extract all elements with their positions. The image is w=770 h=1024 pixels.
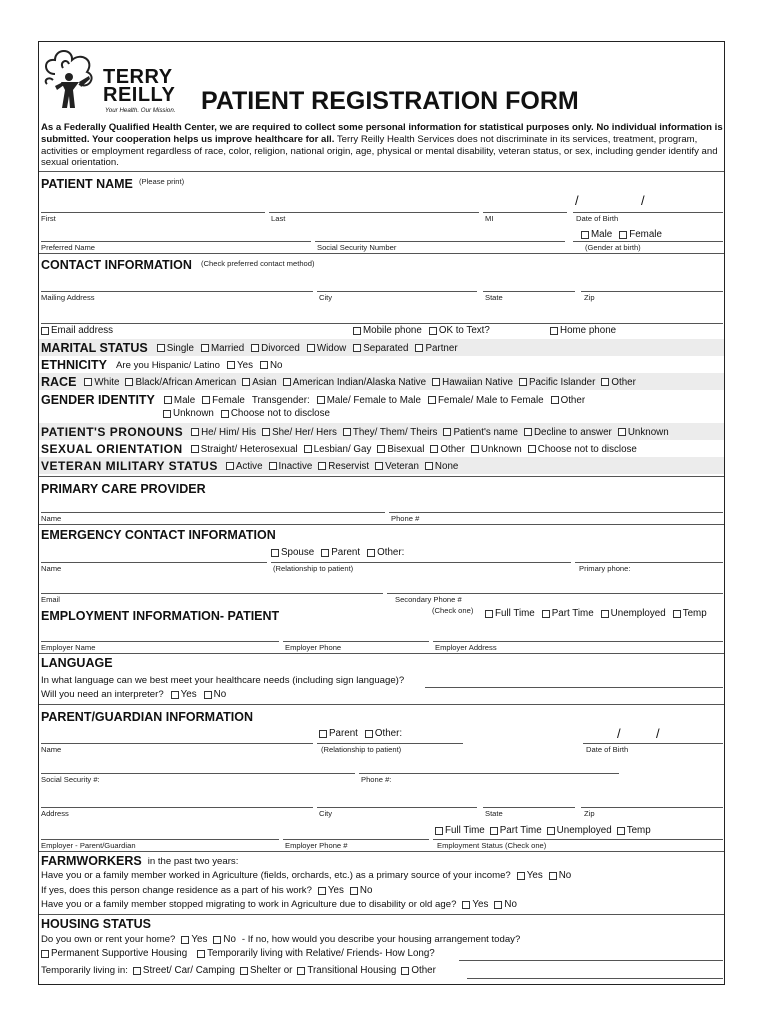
race-other[interactable]: Other [601, 377, 636, 388]
orientation-unknown[interactable]: Unknown [471, 444, 522, 455]
pronoun-name[interactable]: Patient's name [443, 427, 518, 438]
guardian-ssn-caption: Social Security #: [41, 775, 100, 784]
farm-q2-no[interactable]: No [350, 885, 373, 896]
orientation-bisexual[interactable]: Bisexual [377, 444, 424, 455]
form-title: PATIENT REGISTRATION FORM [201, 87, 579, 115]
logo-reilly: REILLY [103, 84, 176, 106]
guardian-unemployed[interactable]: Unemployed [547, 825, 612, 836]
pcp-name-field[interactable] [41, 512, 385, 513]
male-at-birth-checkbox[interactable]: Male [581, 229, 612, 240]
guardian-address-field[interactable] [41, 807, 313, 808]
farmworkers-heading: FARMWORKERS [41, 854, 142, 868]
emergency-other[interactable]: Other: [367, 547, 404, 558]
guardian-full-time[interactable]: Full Time [435, 825, 485, 836]
contact-heading: CONTACT INFORMATION [41, 258, 192, 272]
veteran-inactive[interactable]: Inactive [269, 461, 313, 472]
zip-caption: Zip [584, 293, 595, 302]
veteran-row: VETERAN MILITARY STATUS Active Inactive Reservist Veteran None [41, 459, 459, 473]
pronoun-they[interactable]: They/ Them/ Theirs [343, 427, 438, 438]
orientation-not-disclose[interactable]: Choose not to disclose [528, 444, 637, 455]
veteran-veteran[interactable]: Veteran [375, 461, 419, 472]
gender-female[interactable]: Female [202, 395, 245, 406]
mobile-contact-checkbox[interactable]: Mobile phone [353, 325, 422, 336]
employment-part-time[interactable]: Part Time [542, 608, 594, 619]
orientation-straight[interactable]: Straight/ Heterosexual [191, 444, 298, 455]
marital-widow[interactable]: Widow [307, 343, 346, 354]
marital-single[interactable]: Single [157, 343, 194, 354]
emergency-name-field[interactable] [41, 562, 267, 563]
marital-separated[interactable]: Separated [353, 343, 408, 354]
pronouns-row: PATIENT'S PRONOUNS He/ Him/ His She/ Her/ Hers They/ Them/ Theirs Patient's name Decline to answer Unknown [41, 425, 669, 439]
hispanic-no[interactable]: No [260, 360, 283, 371]
housing-other-field[interactable] [467, 978, 723, 979]
emergency-email-field[interactable] [41, 593, 383, 594]
patient-name-note: (Please print) [139, 177, 185, 186]
guardian-phone-field[interactable] [359, 773, 619, 774]
emergency-email-caption: Email [41, 595, 60, 604]
farm-q1: Have you or a family member worked in Agriculture (fields, orchards, etc.) as a primary source of your income? [41, 870, 511, 881]
race-american-indian[interactable]: American Indian/Alaska Native [283, 377, 426, 388]
female-at-birth-checkbox[interactable]: Female [619, 229, 662, 240]
race-black[interactable]: Black/African American [125, 377, 236, 388]
pcp-phone-caption: Phone # [391, 514, 420, 523]
employment-heading: EMPLOYMENT INFORMATION- PATIENT [41, 609, 280, 623]
guardian-relationship-caption: (Relationship to patient) [321, 745, 402, 754]
guardian-part-time[interactable]: Part Time [490, 825, 542, 836]
guardian-state-caption: State [485, 809, 503, 818]
pronoun-decline[interactable]: Decline to answer [524, 427, 612, 438]
emergency-primary-caption: Primary phone: [579, 564, 631, 573]
guardian-other[interactable]: Other: [365, 728, 402, 739]
employer-address-field[interactable] [433, 641, 723, 642]
emergency-heading: EMERGENCY CONTACT INFORMATION [41, 528, 276, 542]
tree-logo-icon [41, 46, 103, 114]
housing-temp-in: Temporarily living in: [41, 965, 128, 976]
gender-trans-female[interactable]: Female/ Male to Female [428, 395, 544, 406]
guardian-relationship-field[interactable] [317, 743, 463, 744]
city-caption: City [319, 293, 333, 302]
guardian-emp-status-caption: Employment Status (Check one) [437, 841, 547, 850]
housing-transitional[interactable]: Transitional Housing [297, 965, 396, 976]
guardian-employer-field[interactable] [41, 839, 279, 840]
farmworkers-sub: in the past two years: [147, 855, 239, 867]
gender-not-disclose[interactable]: Choose not to disclose [221, 408, 330, 419]
farm-q3-no[interactable]: No [494, 899, 517, 910]
guardian-heading: PARENT/GUARDIAN INFORMATION [41, 710, 254, 724]
intro-bold: As a Federally Qualified Health Center, we are required to collect some personal information for statistical purposes only. No individual information is submitted. Your cooperation helps us improve healthcare for all. [41, 122, 723, 145]
emergency-relationship-field[interactable] [271, 562, 571, 563]
mailing-address-field[interactable] [41, 291, 313, 292]
interpreter-no[interactable]: No [204, 689, 227, 700]
hispanic-yes[interactable]: Yes [227, 360, 253, 371]
gender-trans-male[interactable]: Male/ Female to Male [317, 395, 421, 406]
race-asian[interactable]: Asian [242, 377, 277, 388]
housing-q1b: - If no, how would you describe your housing arrangement today? [241, 934, 521, 945]
email-contact-checkbox[interactable]: Email address [41, 325, 113, 336]
guardian-name-field[interactable] [41, 743, 313, 744]
marital-married[interactable]: Married [201, 343, 244, 354]
ethnicity-row: ETHNICITY Are you Hispanic/ Latino Yes No [41, 358, 283, 372]
farm-q1-yes[interactable]: Yes [517, 870, 543, 881]
dob-field[interactable] [573, 212, 723, 213]
city-field[interactable] [317, 291, 477, 292]
farm-q2-yes[interactable]: Yes [318, 885, 344, 896]
guardian-city-caption: City [319, 809, 333, 818]
employment-check-one: (Check one) [432, 606, 474, 615]
housing-heading: HOUSING STATUS [41, 917, 151, 931]
language-heading: LANGUAGE [41, 656, 113, 670]
race-pacific-islander[interactable]: Pacific Islander [519, 377, 595, 388]
language-q2: Will you need an interpreter? [41, 689, 164, 700]
veteran-reservist[interactable]: Reservist [318, 461, 369, 472]
housing-street[interactable]: Street/ Car/ Camping [133, 965, 235, 976]
mailing-caption: Mailing Address [41, 293, 95, 302]
intro-normal: Terry Reilly Health Services does not discriminate in its services, treatment, program, activities or employment regardless of race, color, religion, national origin, age, physical or mental disability, veteran status, or sex, including gender identify and sexual orientation. [41, 133, 718, 169]
race-hawaiian[interactable]: Hawaiian Native [432, 377, 513, 388]
gender-unknown[interactable]: Unknown [163, 408, 214, 419]
pronoun-unknown[interactable]: Unknown [618, 427, 669, 438]
guardian-dob-field[interactable] [583, 743, 723, 744]
pcp-phone-field[interactable] [389, 512, 723, 513]
housing-how-long-field[interactable] [459, 960, 723, 961]
mi-field[interactable] [483, 212, 567, 213]
guardian-dob-caption: Date of Birth [586, 745, 629, 754]
last-name-field[interactable] [269, 212, 479, 213]
gender-male[interactable]: Male [164, 395, 195, 406]
state-caption: State [485, 293, 503, 302]
logo-tagline: Your Health. Our Mission. [105, 107, 176, 114]
emergency-spouse[interactable]: Spouse [271, 547, 314, 558]
primary-care-heading: PRIMARY CARE PROVIDER [41, 482, 206, 496]
housing-temp-relative[interactable]: Temporarily living with Relative/ Friends- How Long? [197, 948, 435, 959]
emergency-parent[interactable]: Parent [321, 547, 360, 558]
farm-q3: Have you or a family member stopped migrating to work in Agriculture due to disability or old age? [41, 899, 457, 910]
guardian-phone-caption: Phone #: [361, 775, 392, 784]
language-field[interactable] [425, 687, 723, 688]
housing-other[interactable]: Other [401, 965, 436, 976]
first-name-field[interactable] [41, 212, 265, 213]
logo-terry: TERRY [103, 66, 173, 88]
patient-name-heading: PATIENT NAME [41, 177, 133, 191]
farm-q1-no[interactable]: No [549, 870, 572, 881]
marital-row: MARITAL STATUS Single Married Divorced Widow Separated Partner [41, 341, 458, 355]
employment-full-time[interactable]: Full Time [485, 608, 535, 619]
veteran-active[interactable]: Active [226, 461, 263, 472]
guardian-ssn-field[interactable] [41, 773, 355, 774]
guardian-employer-phone-caption: Employer Phone # [285, 841, 348, 850]
state-field[interactable] [483, 291, 575, 292]
race-row: RACE White Black/African American Asian American Indian/Alaska Native Hawaiian Native Pacific Islander Other [41, 375, 636, 389]
gender-birth-caption: (Gender at birth) [585, 243, 641, 252]
home-contact-checkbox[interactable]: Home phone [550, 325, 616, 336]
employment-temp[interactable]: Temp [673, 608, 707, 619]
employer-name-caption: Employer Name [41, 643, 96, 652]
interpreter-yes[interactable]: Yes [171, 689, 197, 700]
emergency-primary-phone-field[interactable] [575, 562, 723, 563]
emergency-name-caption: Name [41, 564, 62, 573]
contact-note: (Check preferred contact method) [201, 259, 315, 268]
emergency-relationship-caption: (Relationship to patient) [273, 564, 354, 573]
gender-identity-row: GENDER IDENTITY Male Female Transgender: Male/ Female to Male Female/ Male to Female Other [41, 393, 586, 407]
ok-to-text-checkbox[interactable]: OK to Text? [429, 325, 490, 336]
emergency-secondary-phone-field[interactable] [387, 593, 723, 594]
ssn-field[interactable] [315, 241, 565, 242]
registration-form: TERRY REILLY Your Health. Our Mission. PATIENT REGISTRATION FORM As a Federally Qualified Health Center, we are required to collect some personal information for statistical purposes only. No individual information is submitted. Your cooperation helps us improve healthcare for all. Terry Reilly Health Services does not discriminate in its services, treatment, program, activities or employment regardless of race, color, religion, national origin, age, physical or mental disability, veteran status, or sex, including gender identify and sexual orientation. PATIENT NAME (Please print) / / First Last MI Date of Birth Male Female Preferred Name Social Security Number (Gender at birth) CONTACT INFORMATION (Check preferred contact method) Mailing Address City State Zip Email address Mobile phone OK to Text? Home phone MARITAL STATUS Single Married Divorced Widow Separated Partner ETHNICITY Are you Hispanic/ Latino Yes No RACE White Black/African American Asian American Indian/Alaska Native Hawaiian Native Pacific Islander Other GENDER IDENTITY Male Female Transgender: Male/ Female to Male Female/ Male to Female Other Unknown Choose not to disclose PATIENT'S PRONOUNS He/ Him/ His She/ Her/ Hers They/ Them/ Theirs Patient's name Decline to answer Unknown SEXUAL ORIENTATION Straight/ Heterosexual Lesbian/ Gay Bisexual Other Unknown Choose not to disclose VETERAN MILITARY STATUS Active Inactive Reservist Veteran None PRIMARY CARE PROVIDER Name Phone # EMERGENCY CONTACT INFORMATION Spouse Parent Other: Name (Relationship to patient) Primary phone: Email Secondary Phone # EMPLOYMENT INFORMATION- PATIENT (Check one) Full Time Part Time Unemployed Temp Employer Name Employer Phone Employer Address LANGUAGE In what language can we best meet your healthcare needs (including sign language)? Will you need an interpreter? Yes No PARENT/GUARDIAN INFORMATION Parent Other: / / Name (Relationship to patient) Date of Birth Social Security #: Phone #: Address City State Zip Full Time Part Time Unemployed Temp Employer - Parent/Guardian Employer Phone # Employment Status (Check one) FARMWORKERS in the past two years: Have you or a family member worked in Agriculture (fields, orchards, etc.) as a primary source of your income? Yes No If yes, does this person change residence as a part of his work? Yes No Have you or a family member stopped migrating to work in Agriculture due to disability or old age? Yes No HOUSING STATUS Do you own or rent your home? Yes No - If no, how would you describe your housing arrangement today? Permanent Supportive Housing Temporarily living with Relative/ Friends- How Long? Temporarily living in: Street/ Car/ Camping Shelter or Transitional Housing Other [38, 41, 725, 985]
farm-q2: If yes, does this person change residence as a part of his work? [41, 885, 312, 896]
employer-name-field[interactable] [41, 641, 279, 642]
orientation-row: SEXUAL ORIENTATION Straight/ Heterosexual Lesbian/ Gay Bisexual Other Unknown Choose not to disclose [41, 442, 637, 456]
mi-caption: MI [485, 214, 494, 223]
housing-no[interactable]: No [213, 934, 236, 945]
preferred-name-field[interactable] [41, 241, 311, 242]
pcp-name-caption: Name [41, 514, 62, 523]
guardian-address-caption: Address [41, 809, 69, 818]
employer-phone-field[interactable] [283, 641, 429, 642]
ssn-caption: Social Security Number [317, 243, 397, 252]
gender-other[interactable]: Other [551, 395, 586, 406]
pronoun-he[interactable]: He/ Him/ His [191, 427, 256, 438]
last-caption: Last [271, 214, 286, 223]
intro-text [41, 122, 723, 169]
employer-phone-caption: Employer Phone [285, 643, 342, 652]
language-q1: In what language can we best meet your healthcare needs (including sign language)? [41, 675, 405, 686]
race-white[interactable]: White [84, 377, 119, 388]
orientation-other[interactable]: Other [430, 444, 465, 455]
housing-permanent[interactable]: Permanent Supportive Housing [41, 948, 187, 959]
first-caption: First [41, 214, 56, 223]
preferred-caption: Preferred Name [41, 243, 96, 252]
guardian-temp[interactable]: Temp [617, 825, 651, 836]
farm-q3-yes[interactable]: Yes [462, 899, 488, 910]
guardian-parent[interactable]: Parent [319, 728, 358, 739]
guardian-employer-phone-field[interactable] [283, 839, 429, 840]
employment-unemployed[interactable]: Unemployed [601, 608, 666, 619]
guardian-city-field[interactable] [317, 807, 477, 808]
dob-caption: Date of Birth [576, 214, 619, 223]
veteran-none[interactable]: None [425, 461, 458, 472]
marital-divorced[interactable]: Divorced [251, 343, 300, 354]
zip-field[interactable] [581, 291, 723, 292]
housing-shelter[interactable]: Shelter or [240, 965, 292, 976]
logo [41, 46, 191, 116]
guardian-zip-field[interactable] [581, 807, 723, 808]
orientation-lesbian-gay[interactable]: Lesbian/ Gay [304, 444, 372, 455]
guardian-state-field[interactable] [483, 807, 575, 808]
housing-yes[interactable]: Yes [181, 934, 207, 945]
emergency-secondary-caption: Secondary Phone # [395, 595, 462, 604]
employer-address-caption: Employer Address [435, 643, 497, 652]
guardian-zip-caption: Zip [584, 809, 595, 818]
housing-q1: Do you own or rent your home? [41, 934, 176, 945]
pronoun-she[interactable]: She/ Her/ Hers [262, 427, 337, 438]
guardian-name-caption: Name [41, 745, 62, 754]
guardian-employer-caption: Employer - Parent/Guardian [41, 841, 136, 850]
marital-partner[interactable]: Partner [415, 343, 457, 354]
